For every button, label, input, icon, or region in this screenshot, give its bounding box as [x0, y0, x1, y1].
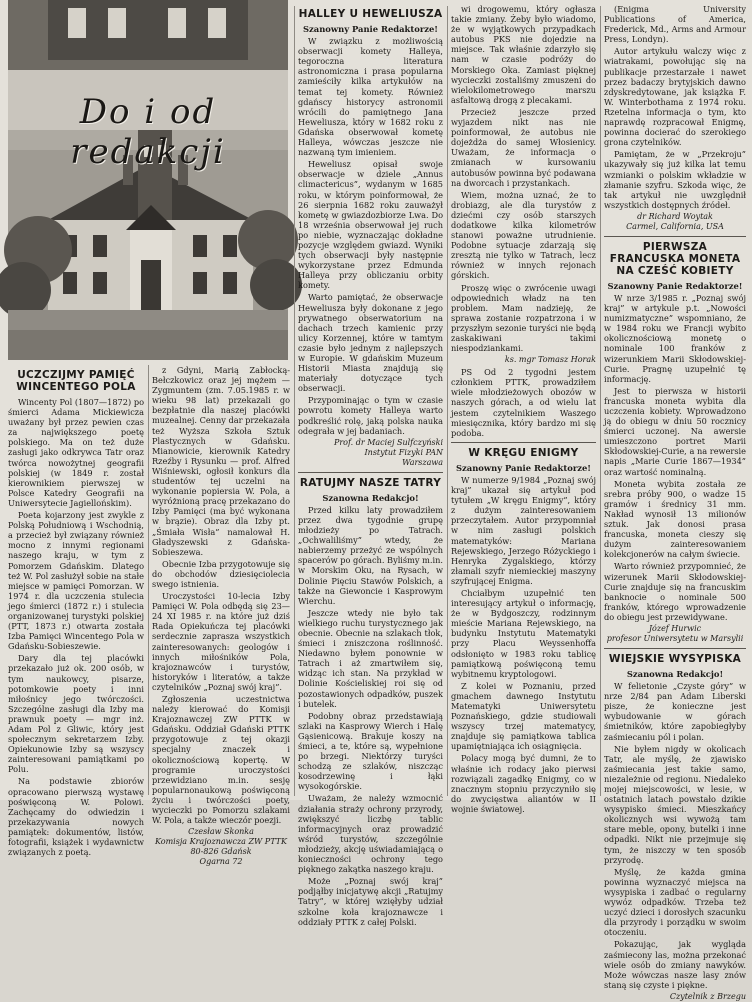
article-paragraph: Przecież jeszcze przed wyjazdem nikt nas nie poinformował, że autobus nie dojeżdża do samej Włosienicy. Uważam, że informacja o zmianach w kursowaniu autobusów powinna być podawana na dworcach i przystankach.	[451, 106, 596, 188]
article-paragraph: wi drogowemu, który ogłasza takie zmiany. Żeby było wiadomo, że w wyjątkowych przypadkach autobus PKS nie dojedzie na miejsce. Tak właśnie zdarzyło się nam w czasie podróży do Morskiego Oka. Zamiast pięknej wycieczki zostaliśmy zmuszeni do wielokilometrowego marszu asfaltową drogą z plecakami.	[451, 4, 596, 105]
article-paragraph: Autor artykułu walczy więc z wiatrakami, powołując się na publikacje przestarzałe i nawet przez badaczy brytyjskich dawno zdyskredytowane, jak książka F. W. Winterbothama z 1974 roku. Rzetelna informacja o tym, kto naprawdę rozpracował Enigmę, powinna docierać do szerokiego grona czytelników.	[604, 46, 746, 148]
article-paragraph: Na podstawie zbiorów opracowano pierwszą wystawę poświęconą W. Polowi. Zachęcamy do odwiedzin i przekazywania nowych pamiątek: dokumentów, listów, fotografii, książek i wydawnictw związanych z poetą.	[8, 776, 144, 858]
article-paragraph: Pamiętam, że w „Przekroju” ukazywały się już kilka lat temu wzmianki o polskim wkładzie w złamanie szyfru. Szkoda więc, że tak artykuł nie uwzględnił wszystkich dostępnych źródeł.	[604, 149, 746, 210]
article-salutation: Szanowna Redakcjo!	[626, 668, 724, 679]
article-paragraph: PS Od 2 tygodni jestem członkiem PTTK, prowadziłem wiele młodzieżowych obozów w naszych górach, a od wielu lat jestem czytelnikiem Waszego miesięcznika, który bardzo mi się podoba.	[451, 367, 596, 438]
article-paragraph: W nrze 3/1985 r. „Poznaj swój kraj” w artykule p.t. „Nowości numizmatyczne” wspomniano, że w 1984 roku we Francji wybito okolicznościową monetę o nominale 100 franków z wizerunkiem Marii Skłodowskiej-Curie. Pragnę uzupełnić tę informację.	[604, 292, 746, 384]
article-paragraph: Przed kilku laty prowadziłem przez dwa tygodnie grupę młodzieży po Tatrach. „Ochwaliliśmy” wtedy, że nabierzemy przeżyć ze wspólnych spacerów po górach. Byliśmy m.in. w Morskim Oku, na Rysach, w Dolinie Pięciu Stawów Polskich, a także na Giewoncie i Kasprowym Wierchu.	[298, 504, 443, 606]
article-paragraph: Uroczystości 10-lecia Izby Pamięci W. Pola odbędą się 23—24 XI 1985 r. na które już dziś Rada Opiekuńcza tej placówki serdecznie zaprasza wszystkich zainteresowanych: geologów i innych miłośników Pola, krajoznawców i turystów, historyków i literatów, a także czytelników „Poznaj swój kraj”.	[152, 591, 290, 692]
article-paragraph: Wiem, można uznać, że to drobiazg, ale dla turystów z dziećmi czy osób starszych dodatkowe kilka kilometrów stanowi poważne utrudnienie. Podobne sytuacje zdarzają się zresztą nie tylko w Tatrach, lecz również w innych rejonach górskich.	[451, 189, 596, 281]
article-paragraph: W związku z możliwością obserwacji komety Halleya, tegoroczna literatura astronomiczna i prasa popularna zamieściły kilka artykułów na temat tej komety. Również gdańscy historycy astronomii wrócili do pamiętnego Jana Heweliusza, który w 1682 roku z Gdańska obserwował kometę Halleya, wówczas jeszcze nie nazwaną tym imieniem.	[298, 36, 443, 158]
article-signature: Czytelnik z Brzegu	[669, 991, 746, 1001]
article-paragraph: Myślę, że każda gmina powinna wyznaczyć miejsca na wysypiska i zadbać o regularny wywóz odpadków. Trzeba też uczyć dzieci i dorosłych szacunku dla przyrody i porządku w swoim otoczeniu.	[604, 866, 746, 938]
article-paragraph: Zgłoszenia uczestnictwa należy kierować do Komisji Krajoznawczej ZW PTTK w Gdańsku. Oddział Gdański PTTK przygotowuje z tej okazji specjalny znaczek i okolicznościową kopertę. W programie uroczystości przewidziano m.in. sesję popularnonaukową poświęconą życiu i twórczości poety, wycieczki po Pomorzu szlakami W. Pola, a także wieczór poezji.	[152, 694, 290, 826]
article-salutation: Szanowny Panie Redaktorze!	[302, 24, 438, 34]
article-divider	[451, 442, 596, 443]
article-paragraph: Moneta wybita została ze srebra próby 900, o wadze 15 gramów i średnicy 31 mm. Nakład wynosił 13 milionów sztuk. Jak donosi prasa francuska, moneta cieszy się dużym zainteresowaniem kolekcjonerów na całym świecie.	[604, 478, 746, 560]
article-headline: HALLEY U HEWELIUSZA	[298, 8, 443, 20]
article-paragraph: Polacy mogą być dumni, że to właśnie ich rodacy jako pierwsi rozwiązali zagadkę Enigmy, co w znacznym stopniu przyczyniło się do zwycięstwa aliantów w II wojnie światowej.	[451, 753, 596, 814]
article-paragraph: Podobny obraz przedstawiają szlaki na Kasprowy Wierch i Halę Gąsienicową. Brakuje koszy na śmieci, a te, które są, wypełnione po brzegi. Niektórzy turyści schodzą ze szlaków, niszcząc kosodrzewinę i łąki wysokogórskie.	[298, 710, 443, 792]
column-4	[451, 4, 596, 814]
article-paragraph: Pokazując, jak wygląda zaśmiecony las, można przekonać wiele osób do zmiany nawyków. Może wówczas nasze lasy znów staną się czyste i piękne.	[604, 939, 746, 990]
article-paragraph: Dary dla tej placówki przekazało już ok. 200 osób, w tym naukowcy, pisarze, potomkowie poety i inni miłośnicy jego twórczości. Szczególne zasługi dla Izby ma prawnuk poety — mgr inż. Adam Pol z Gliwic, który jest społecznym sekretarzem Izby. Opiekunowie Izby są wszyscy zainteresowani pamiątkami po Polu.	[8, 653, 144, 775]
article-signature: ks. mgr Tomasz Horak	[504, 355, 596, 365]
masthead-illustration	[8, 0, 288, 360]
article-paragraph: Jest to pierwsza w historii francuska moneta wybita dla uczczenia kobiety. Wprowadzono ją do obiegu w dniu 50 rocznicy śmierci uczonej. Na awersie umieszczono portret Marii Skłodowskiej-Curie, a na rewersie napis „Marie Curie 1867—1934” oraz wartość nominalną.	[604, 385, 746, 477]
article-paragraph: Heweliusz opisał swoje obserwacje w dziele „Annus climactericus”, wydanym w 1685 roku, w którym poinformował, że 26 sierpnia 1682 roku zauważył kometę w gwiazdozbiorze Lwa. Do 18 września obserwował jej ruch po niebie, wyznaczając dokładne pozycje względem gwiazd. Wyniki tych obserwacji były następnie wykorzystane przez Edmunda Halleya przy obliczaniu orbity komety.	[298, 159, 443, 291]
article-headline: UCZCZIJMY PAMIĘĆ WINCENTEGO POLA	[16, 369, 136, 393]
article-headline: WIEJSKIE WYSYPISKA	[608, 652, 742, 665]
column-3	[298, 4, 443, 927]
article-salutation: Szanowna Redakcjo!	[322, 492, 419, 503]
article-paragraph: (Enigma University Publications of America, Frederick, Md., Arms and Armour Press, Londyn).	[604, 4, 746, 45]
article-paragraph: Uważam, że należy wzmocnić działania straży ochrony przyrody, zwiększyć liczbę tablic informacyjnych oraz prowadzić wśród turystów, szczególnie młodzieży, akcję uświadamiającą o konieczności ochrony tego pięknego zakątka naszego kraju.	[298, 793, 443, 875]
column-5	[604, 4, 746, 1001]
masthead-title: Do i od redakcji	[70, 92, 226, 172]
article-divider	[298, 472, 443, 473]
article-paragraph: Wincenty Pol (1807—1872) po śmierci Adama Mickiewicza uważany był przez pewien czas za największego poetę polskiego. Ma on też duże zasługi jako odkrywca Tatr oraz twórca nowożytnej geografii polskiej (w 1849 r. został kierownikiem pierwszej w Polsce Katedry Geografii na Uniwersytecie Jagiellońskim).	[8, 397, 144, 508]
article-uczczijmy	[8, 365, 144, 858]
article-headline: W KRĘGU ENIGMY	[468, 446, 579, 459]
article-paragraph: Warto pamiętać, że obserwacje Heweliusza były dokonane z jego prywatnego obserwatorium na dachach trzech kamienic przy ulicy Korzennej, które w tamtym czasie było jednym z najlepszych w Europie. W gdańskim Muzeum Historii Miasta znajdują się materiały dotyczące tych obserwacji.	[298, 292, 443, 394]
article-paragraph: Przypominając o tym w czasie powrotu komety Halleya warto podkreślić rolę, jaką polska nauka odegrała w jej badaniach.	[298, 395, 443, 436]
article-paragraph: Może „Poznaj swój kraj” podjąłby inicjatywę akcji „Ratujmy Tatry”, w której wzięłyby udział szkolne koła krajoznawcze i oddziały PTTK z całej Polski.	[298, 876, 443, 927]
article-headline: PIERWSZA FRANCUSKA MONETA NA CZEŚĆ KOBIETY	[609, 240, 741, 277]
article-paragraph: Warto również przypomnieć, że wizerunek Marii Skłodowskiej-Curie znajduje się na francuskim banknocie o nominale 500 franków, którego wprowadzenie do obiegu jest przewidywane.	[604, 561, 746, 622]
column-divider	[148, 365, 149, 795]
article-paragraph: W numerze 9/1984 „Poznaj swój kraj” ukazał się artykuł pod tytułem „W kręgu Enigmy”, który z dużym zainteresowaniem przeczytałem. Autor przypomniał w nim zasługi polskich matematyków: Mariana Rejewskiego, Jerzego Różyckiego i Henryka Zygalskiego, którzy złamali szyfr niemieckiej maszyny szyfrującej Enigma.	[451, 474, 596, 586]
article-paragraph: Proszę więc o zwrócenie uwagi odpowiednich władz na ten problem. Mam nadzieję, że sprawa zostanie rozpatrzona i w przyszłym sezonie turyści nie będą zaskakiwani takimi niespodziankami.	[451, 282, 596, 354]
article-paragraph: z Gdyni, Marią Zabłocką-Bełczkowicz oraz jej mężem — Zygmuntem (zm. 7.05.1985 r. w wieku 98 lat) przekazali go bezpłatnie dla naszej placówki muzealnej. Cenny dar przekazała też Wyższa Szkoła Sztuk Plastycznych w Gdańsku. Mianowicie, kierownik Katedry Rzeźby i Rysunku — prof. Alfred Wiśniewski, ogłosił konkurs dla studentów tej uczelni na wykonanie popiersia W. Pola, a wyróżnioną pracę przekazano do Izby Pamięci (ma być wykonana w brązie). Obraz dla Izby pt. „Śmiała Wisła” namalował H. Gładyszewski z Gdańska-Sobieszewa.	[152, 365, 290, 557]
article-paragraph: Chciałbym uzupełnić ten interesujący artykuł o informację, że w Bydgoszczy, rodzinnym mieście Mariana Rejewskiego, na budynku Instytutu Matematyki przy Placu Weyssenhoffa odsłonięto w 1983 roku tablicę pamiątkową poświęconą temu wybitnemu kryptologowi.	[451, 587, 596, 679]
column-divider	[447, 6, 448, 796]
article-signature: Prof. dr Maciej Sulfczyński Instytut Fizyki PAN Warszawa	[333, 437, 443, 467]
article-divider	[604, 648, 746, 649]
article-signature: Czesław Skonka Komisja Krajoznawcza ZW PTTK 80-826 Gdańsk Ogarna 72	[155, 827, 287, 867]
article-paragraph: Obecnie Izba przygotowuje się do obchodów dziesięciolecia swego istnienia.	[152, 558, 290, 589]
article-salutation: Szanowny Panie Redaktorze!	[607, 280, 743, 291]
article-gdansk	[152, 365, 290, 867]
article-paragraph: Poeta kojarzony jest zwykle z Polską Południową i Wschodnią, a przecież był związany również mocno z innymi regionami naszego kraju, w tym z Pomorzem Gdańskim. Dlatego też W. Pol zasłużył sobie na stałe miejsce w pamięci Pomorzan. W 1974 r. dla uczczenia stulecia jego śmierci (1872 r.) i stulecia organizowanej turystyki polskiej (PTT, 1873 r.) otwarta została Izba Pamięci Wincentego Pola w Gdańsku-Sobieszewie.	[8, 510, 144, 652]
article-paragraph: Nie byłem nigdy w okolicach Tatr, ale myślę, że zjawisko zaśmiecania jest takie samo, niezależnie od regionu. Niedaleko mojej miejscowości, w lesie, w ostatnich latach powstało dzikie wysypisko śmieci. Mieszkańcy okolicznych wsi wywożą tam stare meble, opony, butelki i inne odpadki. Nikt nie przejmuje się tym, że niszczy w ten sposób przyrodę.	[604, 743, 746, 865]
article-paragraph: Z kolei w Poznaniu, przed gmachem dawnego Instytutu Matematyki Uniwersytetu Poznańskiego, gdzie studiowali wszyscy trzej matematycy, znajduje się pamiątkowa tablica upamiętniająca ich osiągnięcia.	[451, 680, 596, 752]
article-signature: Józef Hurwic profesor Uniwersytetu w Marsylii	[606, 623, 744, 643]
column-divider	[600, 6, 601, 796]
manor-house-engraving	[8, 0, 288, 360]
article-salutation: Szanowny Panie Redaktorze!	[455, 462, 591, 473]
article-headline: RATUJMY NASZE TATRY	[299, 476, 442, 489]
column-divider	[294, 6, 295, 796]
article-divider	[604, 236, 746, 237]
article-paragraph: Jeszcze wtedy nie było tak wielkiego ruchu turystycznego jak obecnie. Obecnie na szlakach tłok, śmieci i zniszczona roślinność. Niedawno byłem ponownie w Tatrach i aż zmartwiłem się, widząc ich stan. Na przykład w Dolinie Kościeliskiej roi się od pozostawionych odpadków, puszek i butelek.	[298, 607, 443, 709]
article-signature: dr Richard Woytak Carmel, California, USA	[626, 211, 724, 231]
article-paragraph: W felietonie „Czyste góry” w nrze 2/84 pan Adam Liberski pisze, że konieczne jest wybudowanie w górach śmietników, które zapobiegłyby zaśmiecaniu pól i polan.	[604, 681, 746, 742]
